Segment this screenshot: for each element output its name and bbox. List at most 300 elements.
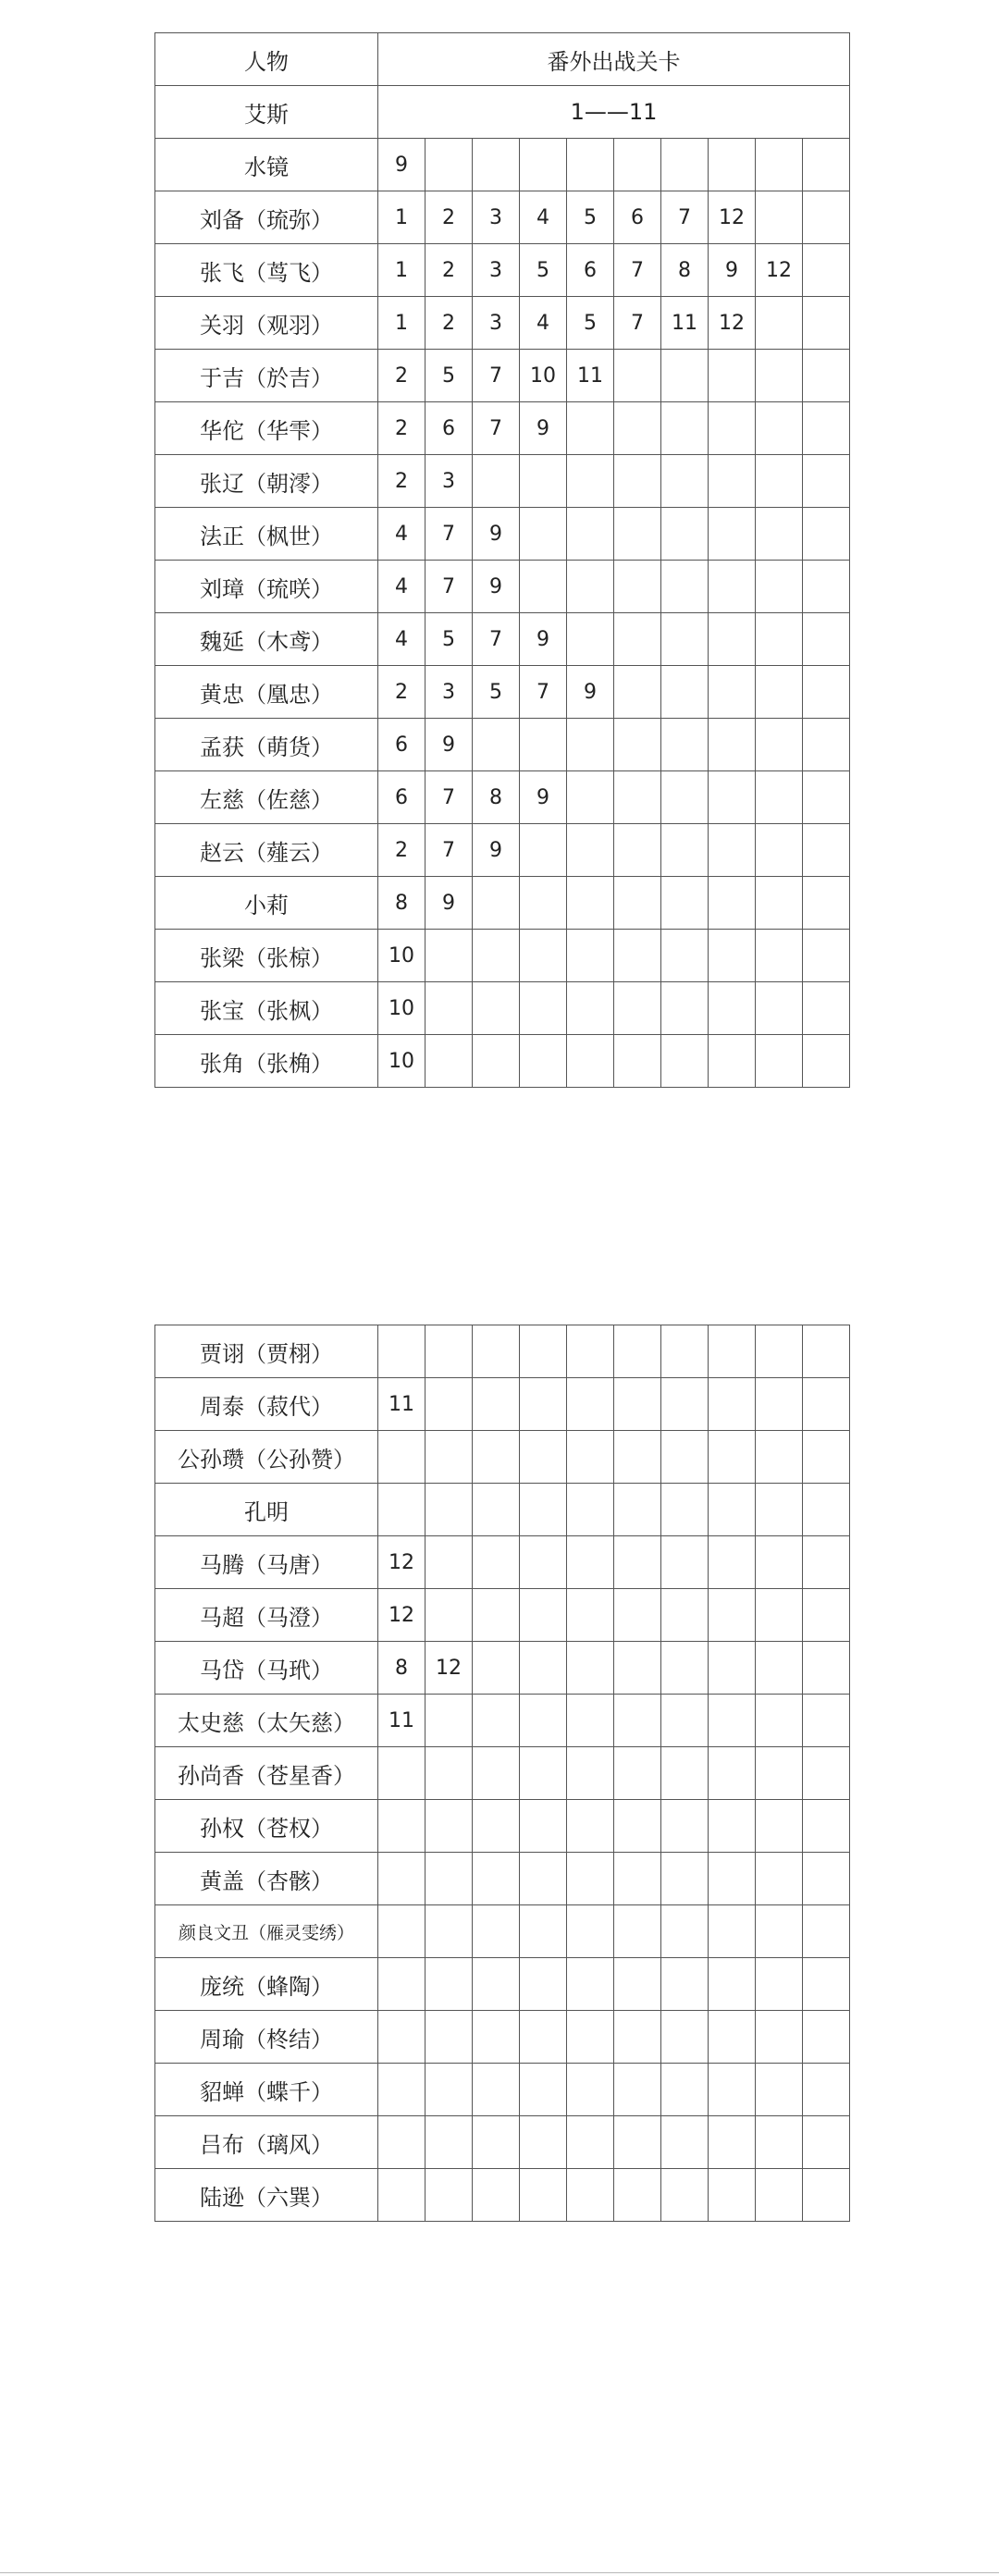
table-row <box>155 1536 850 1589</box>
stage-cell <box>473 2011 520 2064</box>
character-name: 马超（马澄） <box>155 1589 378 1642</box>
stage-cell <box>709 824 756 877</box>
stage-cell <box>756 1695 803 1747</box>
stage-cell <box>614 1325 661 1378</box>
stage-cell <box>473 1536 520 1589</box>
stage-cell <box>520 1325 567 1378</box>
stage-cell <box>614 1378 661 1431</box>
character-name: 华佗（华雫） <box>155 402 378 455</box>
stage-cell <box>661 2064 709 2116</box>
stage-cell <box>803 1589 850 1642</box>
stage-cell: 10 <box>520 350 567 402</box>
character-name: 黄忠（凰忠） <box>155 666 378 719</box>
table-row <box>155 666 850 719</box>
stage-cell <box>426 1800 473 1853</box>
stage-cell <box>378 1431 426 1484</box>
stage-cell: 12 <box>709 297 756 350</box>
table-row <box>155 1589 850 1642</box>
stage-cell <box>473 455 520 508</box>
stage-cell: 5 <box>473 666 520 719</box>
stage-cell <box>426 1035 473 1088</box>
stage-cell <box>567 771 614 824</box>
table-row <box>155 350 850 402</box>
stage-cell <box>473 982 520 1035</box>
stage-cell <box>567 2169 614 2222</box>
stage-cell: 1 <box>378 244 426 297</box>
character-name: 周瑜（柊结） <box>155 2011 378 2064</box>
stage-cell <box>426 1484 473 1536</box>
stage-cell: 9 <box>520 771 567 824</box>
stage-cell <box>520 982 567 1035</box>
stage-cell <box>756 1431 803 1484</box>
stage-cell: 11 <box>567 350 614 402</box>
stage-cell <box>709 1695 756 1747</box>
table-row <box>155 613 850 666</box>
character-name: 貂蝉（蝶千） <box>155 2064 378 2116</box>
stage-cell: 12 <box>756 244 803 297</box>
stage-cell <box>614 771 661 824</box>
stage-cell <box>378 1905 426 1958</box>
stage-cell: 11 <box>378 1378 426 1431</box>
stage-cell: 10 <box>378 930 426 982</box>
stage-cell <box>614 1484 661 1536</box>
stage-cell <box>473 1695 520 1747</box>
table-row <box>155 771 850 824</box>
stage-cell <box>661 1800 709 1853</box>
stage-cell <box>803 1905 850 1958</box>
stage-cell: 4 <box>520 191 567 244</box>
stage-cell <box>426 2169 473 2222</box>
stage-cell: 8 <box>378 877 426 930</box>
table-row <box>155 1958 850 2011</box>
stage-cell: 9 <box>378 139 426 191</box>
stage-cell: 3 <box>473 191 520 244</box>
stage-cell: 9 <box>567 666 614 719</box>
stage-cell <box>661 982 709 1035</box>
stage-cell <box>567 930 614 982</box>
stage-cell <box>803 455 850 508</box>
stage-cell <box>756 2011 803 2064</box>
stage-cell <box>567 1431 614 1484</box>
stage-cell <box>614 139 661 191</box>
stage-cell <box>567 561 614 613</box>
stage-cell <box>803 508 850 561</box>
stage-cell <box>756 1378 803 1431</box>
stage-cell <box>756 1325 803 1378</box>
stage-cell <box>426 1853 473 1905</box>
stage-cell <box>614 666 661 719</box>
stage-cell: 7 <box>426 561 473 613</box>
stage-cell <box>709 1035 756 1088</box>
stage-cell <box>426 2011 473 2064</box>
stage-cell <box>709 2116 756 2169</box>
character-name: 张角（张桷） <box>155 1035 378 1088</box>
table-row <box>155 2064 850 2116</box>
stage-cell <box>426 2116 473 2169</box>
stage-cell: 2 <box>426 244 473 297</box>
stage-cell <box>473 1325 520 1378</box>
stage-cell <box>661 139 709 191</box>
stage-cell <box>473 1905 520 1958</box>
stage-cell <box>426 1747 473 1800</box>
stage-cell <box>661 1484 709 1536</box>
stage-cell: 9 <box>473 561 520 613</box>
stage-cell <box>709 561 756 613</box>
stage-cell <box>661 1589 709 1642</box>
stage-cell: 4 <box>378 508 426 561</box>
stage-cell <box>520 2116 567 2169</box>
stage-cell <box>709 771 756 824</box>
stage-cell <box>473 1589 520 1642</box>
table-row <box>155 297 850 350</box>
stage-cell <box>520 877 567 930</box>
stage-cell: 5 <box>426 350 473 402</box>
stage-cell <box>661 561 709 613</box>
stage-cell <box>378 1853 426 1905</box>
table-row <box>155 1378 850 1431</box>
stage-cell: 11 <box>378 1695 426 1747</box>
stage-cell <box>803 824 850 877</box>
stage-cell <box>709 719 756 771</box>
stage-cell: 2 <box>426 191 473 244</box>
table-row <box>155 561 850 613</box>
character-name: 魏延（木鸢） <box>155 613 378 666</box>
character-name: 孔明 <box>155 1484 378 1536</box>
stage-range: 1——11 <box>378 86 850 139</box>
stage-cell <box>567 1853 614 1905</box>
table-row <box>155 402 850 455</box>
stage-cell <box>803 1484 850 1536</box>
stage-cell <box>567 719 614 771</box>
stage-cell <box>426 1378 473 1431</box>
stage-cell <box>567 2064 614 2116</box>
stage-cell <box>614 2064 661 2116</box>
stage-cell <box>614 1695 661 1747</box>
stage-cell <box>756 1747 803 1800</box>
table-row <box>155 1905 850 1958</box>
stage-cell <box>756 930 803 982</box>
stage-cell <box>756 1642 803 1695</box>
stage-cell: 2 <box>378 455 426 508</box>
stage-cell: 5 <box>567 297 614 350</box>
stage-cell: 6 <box>426 402 473 455</box>
stage-cell: 9 <box>473 508 520 561</box>
stage-cell <box>378 1958 426 2011</box>
stage-cell <box>803 719 850 771</box>
stage-roster-table-continued <box>154 1325 850 2222</box>
table-row <box>155 1800 850 1853</box>
stage-cell <box>567 1747 614 1800</box>
stage-cell <box>756 877 803 930</box>
stage-cell <box>756 1536 803 1589</box>
stage-cell: 10 <box>378 1035 426 1088</box>
stage-cell <box>520 2011 567 2064</box>
stage-cell <box>614 1589 661 1642</box>
stage-cell <box>709 508 756 561</box>
stage-cell <box>803 1378 850 1431</box>
character-name: 孟获（萌货） <box>155 719 378 771</box>
stage-cell <box>756 191 803 244</box>
table-row <box>155 2011 850 2064</box>
stage-cell <box>709 930 756 982</box>
stage-cell <box>709 350 756 402</box>
stage-cell: 7 <box>473 402 520 455</box>
stage-cell <box>803 1958 850 2011</box>
character-name: 法正（枫世） <box>155 508 378 561</box>
stage-cell <box>661 1035 709 1088</box>
stage-cell <box>709 1642 756 1695</box>
table-row <box>155 139 850 191</box>
stage-cell <box>520 1035 567 1088</box>
stage-cell <box>614 2011 661 2064</box>
character-name: 公孙瓒（公孙赞） <box>155 1431 378 1484</box>
stage-cell <box>803 2116 850 2169</box>
stage-cell <box>520 1695 567 1747</box>
stage-cell: 3 <box>473 297 520 350</box>
table-row <box>155 191 850 244</box>
character-name: 贾诩（贾栩） <box>155 1325 378 1378</box>
table-row <box>155 508 850 561</box>
stage-cell <box>614 1853 661 1905</box>
stage-cell <box>378 1484 426 1536</box>
stage-cell <box>661 1853 709 1905</box>
stage-cell <box>567 1325 614 1378</box>
table-row <box>155 719 850 771</box>
stage-cell: 12 <box>378 1589 426 1642</box>
stage-cell <box>709 402 756 455</box>
stage-cell <box>756 824 803 877</box>
stage-cell: 6 <box>378 719 426 771</box>
stage-cell <box>426 1325 473 1378</box>
stage-cell <box>803 1747 850 1800</box>
table-row <box>155 1325 850 1378</box>
character-name: 马岱（马玳） <box>155 1642 378 1695</box>
stage-cell <box>378 2116 426 2169</box>
stage-cell <box>473 139 520 191</box>
table-row <box>155 824 850 877</box>
stage-cell <box>756 771 803 824</box>
stage-cell: 8 <box>473 771 520 824</box>
stage-cell <box>756 297 803 350</box>
stage-cell: 4 <box>378 613 426 666</box>
stage-cell <box>614 613 661 666</box>
stage-cell <box>473 1035 520 1088</box>
stage-cell <box>756 2169 803 2222</box>
character-name: 吕布（璃风） <box>155 2116 378 2169</box>
stage-cell <box>756 139 803 191</box>
stage-cell <box>709 1747 756 1800</box>
stage-cell <box>756 350 803 402</box>
stage-cell <box>426 2064 473 2116</box>
stage-cell <box>709 982 756 1035</box>
stage-cell <box>756 1589 803 1642</box>
stage-cell <box>803 771 850 824</box>
stage-cell <box>803 297 850 350</box>
character-name: 庞统（蜂陶） <box>155 1958 378 2011</box>
stage-cell <box>661 1325 709 1378</box>
stage-cell <box>520 1642 567 1695</box>
stage-cell <box>520 1853 567 1905</box>
stage-cell <box>803 1853 850 1905</box>
stage-cell <box>426 1536 473 1589</box>
stage-cell <box>567 1484 614 1536</box>
character-name: 艾斯 <box>155 86 378 139</box>
stage-cell: 3 <box>473 244 520 297</box>
stage-cell <box>803 1035 850 1088</box>
stage-cell: 2 <box>378 350 426 402</box>
stage-cell <box>803 1431 850 1484</box>
stage-cell <box>709 2064 756 2116</box>
stage-cell: 1 <box>378 191 426 244</box>
stage-cell <box>567 1800 614 1853</box>
stage-cell <box>614 1958 661 2011</box>
stage-cell: 2 <box>378 824 426 877</box>
stage-cell <box>567 2116 614 2169</box>
stage-cell <box>567 824 614 877</box>
stage-cell <box>709 613 756 666</box>
table-row <box>155 982 850 1035</box>
character-name: 小莉 <box>155 877 378 930</box>
stage-cell <box>378 1747 426 1800</box>
stage-cell <box>803 350 850 402</box>
stage-cell <box>803 613 850 666</box>
stage-cell <box>426 1431 473 1484</box>
stage-cell <box>426 139 473 191</box>
stage-cell <box>614 982 661 1035</box>
stage-cell <box>614 2116 661 2169</box>
stage-cell: 7 <box>426 824 473 877</box>
stage-cell <box>520 455 567 508</box>
stage-cell: 7 <box>426 771 473 824</box>
stage-cell: 7 <box>661 191 709 244</box>
stage-cell <box>661 1747 709 1800</box>
stage-cell <box>520 1800 567 1853</box>
stage-cell <box>520 1958 567 2011</box>
character-name: 张梁（张椋） <box>155 930 378 982</box>
stage-cell <box>426 982 473 1035</box>
stage-cell <box>803 1642 850 1695</box>
stage-cell <box>709 139 756 191</box>
stage-cell <box>614 561 661 613</box>
stage-cell <box>378 2011 426 2064</box>
stage-cell <box>473 1431 520 1484</box>
stage-cell <box>520 1484 567 1536</box>
stage-cell <box>473 1484 520 1536</box>
stage-cell <box>661 930 709 982</box>
table-row <box>155 1747 850 1800</box>
stage-cell: 5 <box>567 191 614 244</box>
stage-cell <box>378 2064 426 2116</box>
stage-cell <box>661 455 709 508</box>
table-body <box>155 33 850 1088</box>
stage-roster-table <box>154 32 850 1088</box>
stage-cell <box>520 1378 567 1431</box>
stage-cell <box>756 1800 803 1853</box>
stage-cell <box>803 1695 850 1747</box>
stage-cell <box>426 930 473 982</box>
character-name: 孙尚香（苍星香） <box>155 1747 378 1800</box>
stage-cell: 4 <box>378 561 426 613</box>
stage-cell <box>803 139 850 191</box>
stage-cell <box>756 613 803 666</box>
table-row <box>155 455 850 508</box>
stage-cell: 7 <box>473 350 520 402</box>
stage-cell <box>614 508 661 561</box>
stage-cell <box>614 1035 661 1088</box>
stage-cell <box>614 402 661 455</box>
stage-cell <box>661 2011 709 2064</box>
stage-cell: 9 <box>473 824 520 877</box>
stage-cell <box>520 824 567 877</box>
stage-cell: 9 <box>520 613 567 666</box>
stage-cell: 12 <box>709 191 756 244</box>
stage-cell <box>661 877 709 930</box>
stage-cell <box>567 613 614 666</box>
stage-cell: 4 <box>520 297 567 350</box>
stage-cell <box>756 1035 803 1088</box>
table-body <box>155 1325 850 2222</box>
character-name: 马腾（马唐） <box>155 1536 378 1589</box>
character-name: 刘备（琉弥） <box>155 191 378 244</box>
stage-cell <box>567 1035 614 1088</box>
stage-cell <box>520 719 567 771</box>
stage-cell <box>614 1800 661 1853</box>
stage-cell <box>520 1747 567 1800</box>
stage-cell <box>567 1378 614 1431</box>
stage-cell: 7 <box>473 613 520 666</box>
table-row <box>155 244 850 297</box>
stage-cell <box>661 1905 709 1958</box>
stage-cell: 8 <box>661 244 709 297</box>
header-row <box>155 33 850 86</box>
table-row <box>155 2169 850 2222</box>
stage-cell <box>709 1853 756 1905</box>
stage-cell: 5 <box>520 244 567 297</box>
stage-cell <box>661 666 709 719</box>
page-bottom-divider <box>0 2572 999 2573</box>
stage-cell <box>567 1536 614 1589</box>
stage-cell <box>378 1800 426 1853</box>
character-name: 张辽（朝澪） <box>155 455 378 508</box>
stage-cell: 2 <box>426 297 473 350</box>
stage-cell: 7 <box>520 666 567 719</box>
stage-cell <box>567 139 614 191</box>
stage-cell <box>709 2011 756 2064</box>
stage-cell <box>709 1378 756 1431</box>
stage-cell <box>567 982 614 1035</box>
stage-cell <box>520 1589 567 1642</box>
stage-cell <box>803 877 850 930</box>
stage-cell <box>661 613 709 666</box>
stage-cell <box>709 1325 756 1378</box>
stage-cell: 8 <box>378 1642 426 1695</box>
stage-cell <box>661 2116 709 2169</box>
stage-cell <box>473 2116 520 2169</box>
stage-cell <box>661 508 709 561</box>
stage-cell <box>614 455 661 508</box>
character-name: 于吉（於吉） <box>155 350 378 402</box>
stage-cell <box>803 191 850 244</box>
stage-cell <box>661 719 709 771</box>
stage-cell <box>520 930 567 982</box>
character-name: 刘璋（琉咲） <box>155 561 378 613</box>
stage-cell <box>426 1589 473 1642</box>
stage-cell <box>709 1536 756 1589</box>
character-name: 水镜 <box>155 139 378 191</box>
table-row <box>155 86 850 139</box>
table-row <box>155 1695 850 1747</box>
stage-cell <box>756 402 803 455</box>
